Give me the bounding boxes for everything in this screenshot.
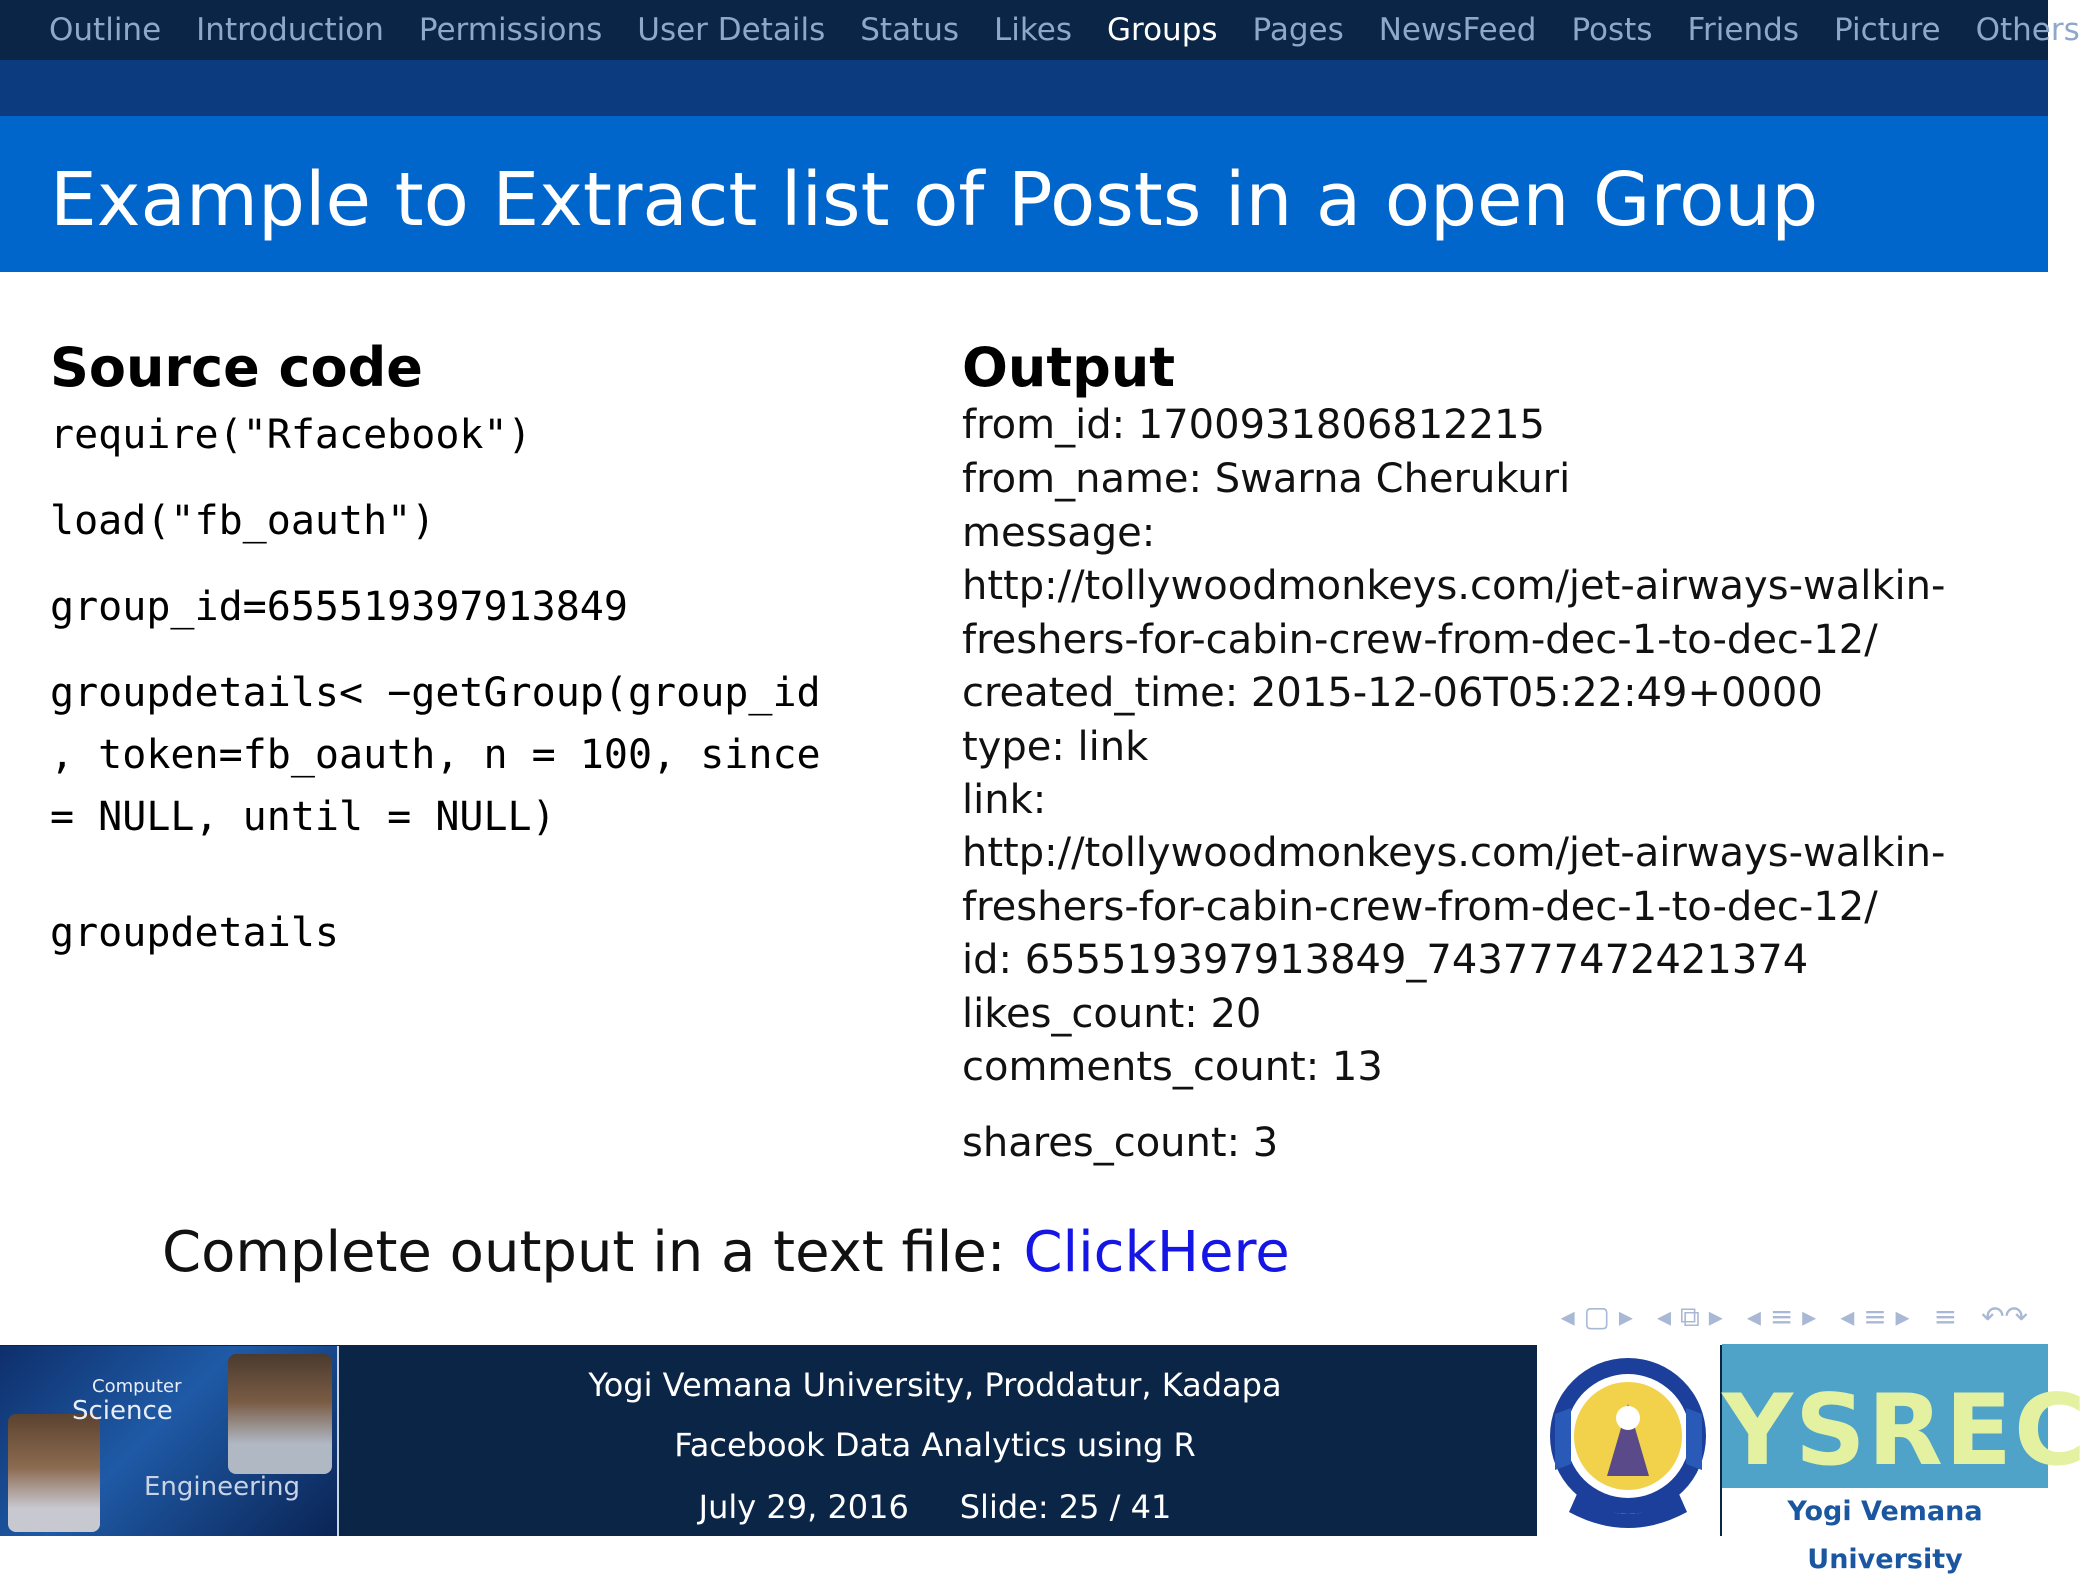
back-forward-icon[interactable]: ↶↷ [1981,1300,2028,1333]
nav-item-friends[interactable]: Friends [1687,12,1799,48]
output-line: likes_count: 20 [962,991,1262,1037]
output-heading: Output [962,336,1176,399]
nav-item-status[interactable]: Status [860,12,960,48]
output-line: freshers-for-cabin-crew-from-dec-1-to-dec-12/ [962,884,1878,930]
output-line: http://tollywoodmonkeys.com/jet-airways-walkin- [962,830,1946,876]
footer-talk-title: Facebook Data Analytics using R [674,1426,1196,1464]
section-nav [0,0,2080,60]
code-line: groupdetails [50,910,339,956]
nav-item-introduction[interactable]: Introduction [196,12,384,48]
appendix-nav-icon[interactable]: ≡ [1933,1300,1958,1333]
nav-item-newsfeed[interactable]: NewsFeed [1378,12,1537,48]
photo-label-science: Science [72,1396,173,1426]
code-line: group_id=655519397913849 [50,584,628,630]
output-line: http://tollywoodmonkeys.com/jet-airways-walkin- [962,563,1946,609]
output-line: message: [962,510,1156,556]
slide-title: Example to Extract list of Posts in a open Group [50,157,1819,243]
seal-icon [1537,1344,1720,1536]
code-line: = NULL, until = NULL) [50,794,556,840]
ysrec-logo-text: YSREC [1722,1374,2088,1488]
output-line: from_name: Swarna Cherukuri [962,456,1571,502]
nav-item-user-details[interactable]: User Details [637,12,826,48]
code-line: require("Rfacebook") [50,412,532,458]
author-photo-2 [8,1414,100,1532]
frame-nav-icon[interactable]: ◂ ▢ ▸ [1560,1300,1633,1333]
footer-slide-number: 25 / 41 [1058,1488,1172,1526]
university-seal-logo [1537,1344,1720,1536]
complete-output-label: Complete output in a text file: [162,1220,1024,1285]
nav-item-permissions[interactable]: Permissions [418,12,603,48]
nav-item-groups[interactable]: Groups [1107,12,1218,48]
output-line: link: [962,777,1047,823]
output-line: id: 655519397913849_743777472421374 [962,937,1809,983]
ysrec-logo-subtitle: Yogi Vemana University [1722,1488,2048,1536]
output-line: created_time: 2015-12-06T05:22:49+0000 [962,670,1823,716]
nav-item-picture[interactable]: Picture [1833,12,1941,48]
authors-photo-banner [0,1346,339,1536]
document-nav-icon[interactable]: ◂ ≡ ▸ [1840,1300,1910,1333]
click-here-link[interactable]: ClickHere [1023,1220,1290,1285]
footer-institution: Yogi Vemana University, Proddatur, Kadapa [588,1366,1282,1404]
output-line: comments_count: 13 [962,1044,1383,1090]
author-photo-1 [228,1354,332,1474]
nav-item-pages[interactable]: Pages [1252,12,1344,48]
subsection-nav-icon[interactable]: ◂ ⧉ ▸ [1656,1300,1723,1333]
code-line: load("fb_oauth") [50,498,436,544]
output-line: freshers-for-cabin-crew-from-dec-1-to-dec-12/ [962,617,1878,663]
nav-item-posts[interactable]: Posts [1571,12,1653,48]
output-line: from_id: 1700931806812215 [962,402,1545,448]
complete-output-text [162,1220,1290,1285]
code-line: groupdetails< −getGroup(group_id [50,670,821,716]
section-nav-icon[interactable]: ◂ ≡ ▸ [1746,1300,1817,1333]
nav-item-likes[interactable]: Likes [994,12,1072,48]
footer-slide-label: Slide: [959,1488,1049,1526]
source-code-heading: Source code [50,336,423,399]
nav-item-others[interactable]: Others [1975,12,2080,48]
beamer-nav-symbols [1561,1300,2028,1334]
footer-date-slide [560,1488,1310,1526]
photo-label-engineering: Engineering [144,1472,300,1502]
output-line: type: link [962,724,1149,770]
photo-label-computer: Computer [92,1376,182,1397]
footer-date: July 29, 2016 [698,1488,909,1526]
nav-item-outline[interactable]: Outline [49,12,162,48]
ysrec-logo [1722,1344,2088,1575]
subsection-bar [0,60,2048,116]
code-line: , token=fb_oauth, n = 100, since [50,732,821,778]
output-line: shares_count: 3 [962,1120,1279,1166]
